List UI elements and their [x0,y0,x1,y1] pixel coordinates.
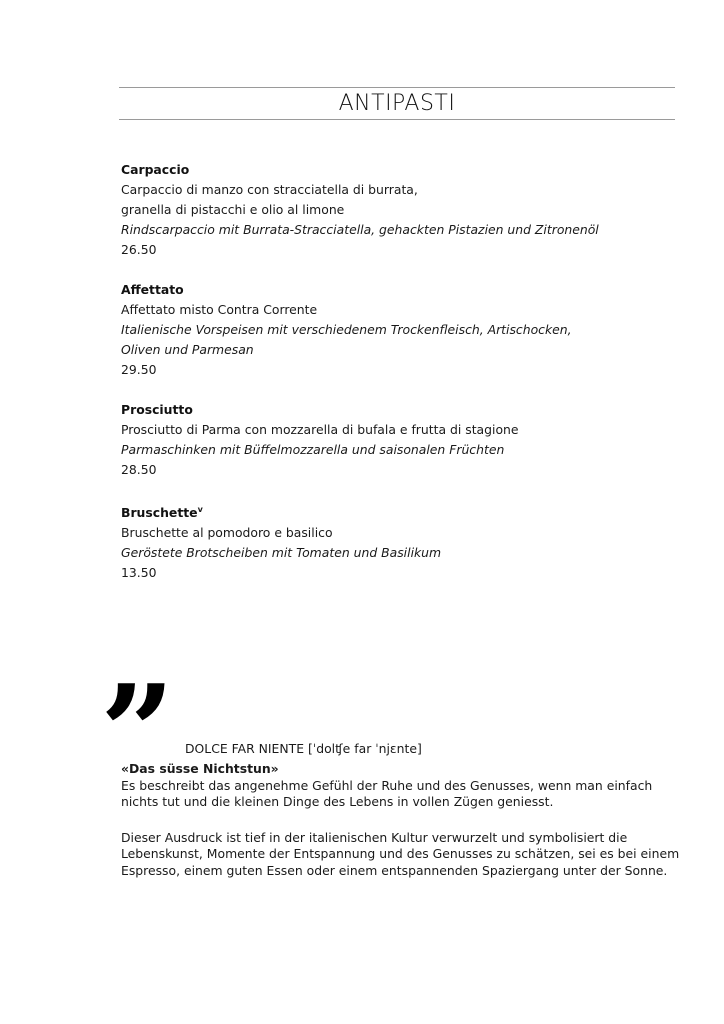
item-description-german: Rindscarpaccio mit Burrata-Stracciatella, gehackten Pistazien und Zitronenöl [121,222,599,237]
menu-item [121,160,599,260]
item-description-german: Geröstete Brotscheiben mit Tomaten und Basilikum [121,545,442,561]
item-name: Prosciutto [121,402,193,417]
item-description-german: Parmaschinken mit Büffelmozzarella und saisonalen Früchten [121,442,505,457]
item-description-italian: Prosciutto di Parma con mozzarella di bufala e frutta di stagione [121,422,519,437]
item-description-italian: Carpaccio di manzo con stracciatella di burrata, [121,182,418,197]
menu-item [121,500,441,583]
item-name: Affettato [121,282,184,297]
item-price: 13.50 [121,565,157,581]
item-description-german: Oliven und Parmesan [121,342,254,357]
quote-block [121,761,681,880]
menu-item [121,400,519,480]
vegetarian-mark: v [197,505,203,514]
quote-paragraph: Es beschreibt das angenehme Gefühl der Ruhe und des Genusses, wenn man einfach nichts tut und die kleinen Dinge des Lebens in vollen Zügen geniesst. [121,777,653,810]
item-description-italian: Bruschette al pomodoro e basilico [121,525,333,541]
item-price: 28.50 [121,462,157,477]
title-bottom-divider [119,119,675,120]
item-name: Carpaccio [121,162,190,177]
quote-mark-icon: ” [100,656,167,809]
menu-item [121,280,572,380]
item-description-italian: granella di pistacchi e olio al limone [121,202,345,217]
item-description-german: Italienische Vorspeisen mit verschiedenem Trockenfleisch, Artischocken, [121,322,572,337]
quote-heading: «Das süsse Nichtstun» [121,761,279,776]
item-price: 26.50 [121,242,157,257]
item-name: Bruschette$^v$ [121,505,203,521]
item-description-italian: Affettato misto Contra Corrente [121,302,318,317]
quote-term: DOLCE FAR NIENTE [ˈdolʧe far ˈnjɛnte] [185,741,422,756]
item-price: 29.50 [121,362,157,377]
section-title: ANTIPASTI [338,91,456,116]
quote-paragraph: Dieser Ausdruck ist tief in der italienischen Kultur verwurzelt und symbolisiert die Lebenskunst, Momente der Entspannung und des Genusses zu schätzen, sei es bei einem Espresso, einem guten Essen oder einem entspannenden Spaziergang unter der Sonne. [121,829,680,878]
